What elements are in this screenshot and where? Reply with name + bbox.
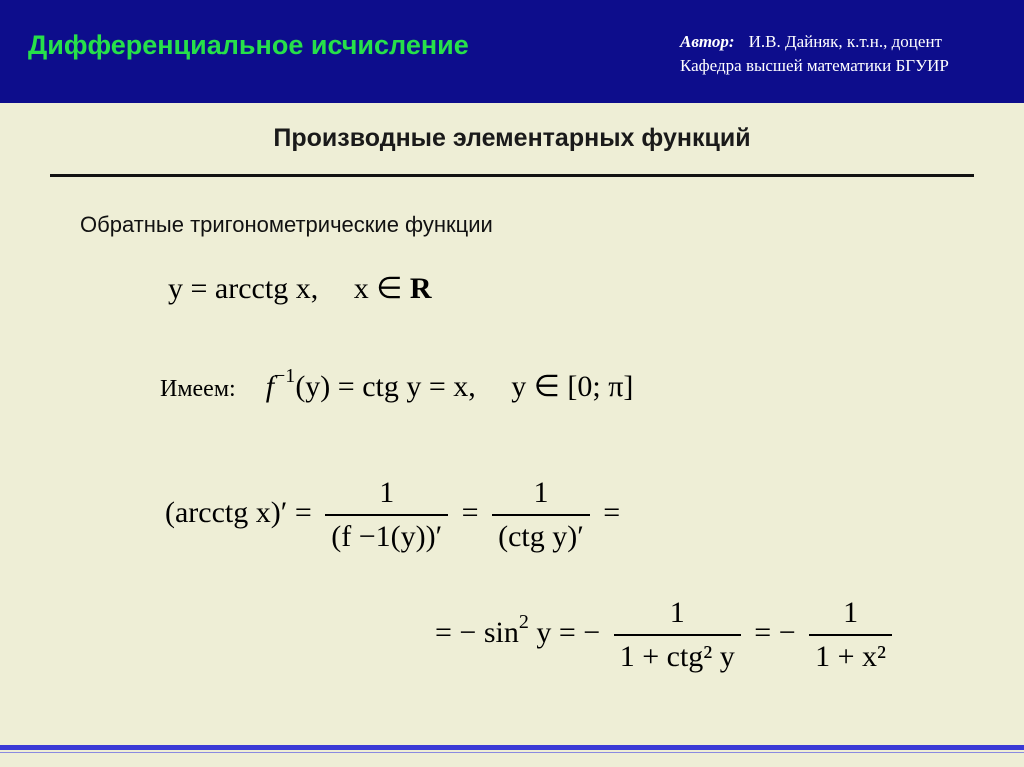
fraction-3 (614, 598, 741, 672)
fraction-3-numerator: 1 (669, 596, 685, 629)
heading-divider (50, 174, 974, 177)
fraction-2-denominator: (ctg y)′ (492, 514, 590, 552)
formula-inverse (160, 365, 634, 403)
section-label: Обратные тригонометрические функции (80, 212, 493, 237)
slide-header (0, 0, 1024, 103)
author-label: Автор: (680, 32, 735, 51)
definition-set: R (409, 272, 432, 305)
fraction-2-numerator: 1 (533, 476, 549, 509)
formula-derivative-line2 (435, 598, 898, 672)
definition-lhs: y = arcctg x, (168, 272, 319, 305)
footer-divider-thin (0, 752, 1024, 753)
fraction-4-denominator: 1 + x² (809, 634, 892, 672)
formula-definition (168, 274, 432, 304)
fraction-3-denominator: 1 + ctg² y (614, 634, 741, 672)
inverse-expression: (y) = ctg y = x, (295, 370, 476, 403)
derivative-lhs: (arcctg x)′ = (165, 495, 312, 529)
inverse-f: f (265, 370, 275, 403)
course-title: Дифференциальное исчисление (28, 30, 469, 60)
fraction-2 (492, 478, 590, 552)
sin-exponent: 2 (518, 610, 529, 633)
inverse-exponent: −1 (274, 365, 296, 387)
equals-sign: = (603, 495, 621, 529)
inverse-label: Имеем: (160, 376, 236, 402)
department: Кафедра высшей математики БГУИР (680, 56, 949, 75)
equals-sign: = (461, 495, 479, 529)
author-name: И.В. Дайняк, к.т.н., доцент (748, 32, 942, 51)
line2-after-sin: y = − (536, 615, 601, 649)
fraction-4-numerator: 1 (843, 596, 859, 629)
footer-divider (0, 745, 1024, 750)
author-block (680, 30, 949, 78)
fraction-4 (809, 598, 892, 672)
inverse-range: y ∈ [0; π] (511, 370, 634, 403)
author-line (680, 30, 949, 54)
fraction-1-denominator: (f −1(y))′ (325, 514, 448, 552)
formula-derivative-line1 (165, 478, 620, 552)
definition-domain: x ∈ (353, 272, 403, 305)
slide-heading: Производные элементарных функций (273, 124, 751, 152)
line2-start: = − sin (435, 615, 519, 649)
line2-middle: = − (754, 615, 796, 649)
fraction-1 (325, 478, 448, 552)
fraction-1-numerator: 1 (379, 476, 395, 509)
